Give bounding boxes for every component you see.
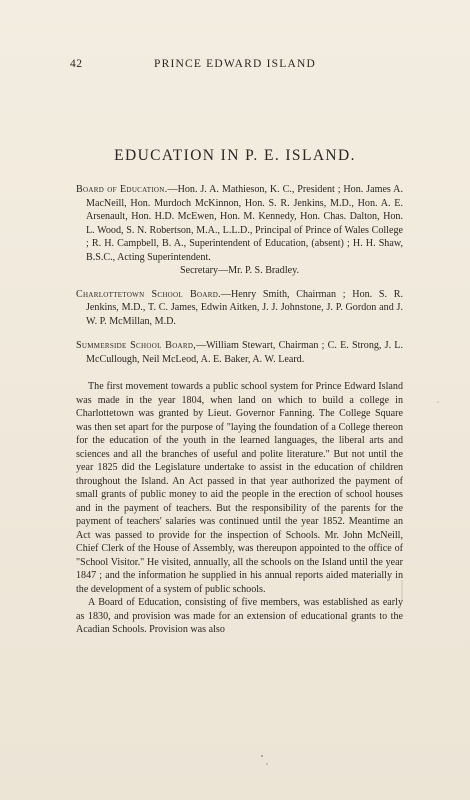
- page-number: 42: [70, 58, 83, 70]
- section-heading: EDUCATION IN P. E. ISLAND.: [114, 147, 356, 164]
- board-name: Charlottetown School Board.: [76, 288, 221, 300]
- summerside-board-entry: [76, 339, 403, 366]
- board-members: —Hon. J. A. Mathieson, K. C., President ; Hon. James A. MacNeill, Hon. Murdoch McKinnon, Hon. S. R. Jenkins, M.D., Hon. A. E. Arsenault, Hon. H.D. McEwen, Hon. M. Kennedy, Hon. Chas. Dalton, Hon. L. Wood, S. N. Robertson, M.A., L.L.D., Principal of Prince of Wales College ; R. H. Campbell, B. A., Superintendent of Education, (absent) ; H. H. Shaw, B.S.C., Acting Superintendent.: [86, 184, 403, 263]
- history-paragraph: A Board of Education, consisting of five members, was established as early as 1830, and provision was made for an extension of educational grants to the Acadian Schools. Provision was also: [76, 597, 403, 635]
- board-of-education-entry: [76, 183, 403, 264]
- board-members: —Henry Smith, Chairman ; Hon. S. R. Jenkins, M.D., T. C. James, Edwin Aitken, J. J. Johnstone, J. P. Gordon and J. W. P. McMillan, M.D.: [86, 288, 403, 327]
- board-name: Summerside School Board,: [76, 340, 197, 351]
- board-members: —William Stewart, Chairman ; C. E. Strong, J. L. McCullough, Neil McLeod, A. E. Baker, A. W. Leard.: [86, 340, 403, 365]
- charlottetown-board-entry: [76, 288, 403, 329]
- secretary-line: Secretary—Mr. P. S. Bradley.: [179, 265, 300, 276]
- board-name: Board of Education.: [76, 184, 168, 195]
- running-title: PRINCE EDWARD ISLAND: [154, 58, 316, 70]
- page-body: [76, 183, 403, 637]
- running-head: [70, 58, 400, 74]
- history-paragraph: The first movement towards a public school system for Prince Edward Island was made in the year 1804, when land on which to build a college in Charlottetown was granted by Lieut. Governor Fanning. The College Square was then set apart for the purpose of "laying the foundation of a College thereon for the education of the youth in the learned languages, the liberal arts and sciences and all the branches of useful and polite literature." But not until the year 1825 did the Legislature undertake to assist in the education of children throughout the Island. An Act passed in that year authorized the payment of small grants of public money to aid the people in the erection of school houses and in the payment of teachers. But the responsibility of the parents for the payment of teachers' salaries was continued until the year 1852. Meantime an Act was passed to provide for the inspection of Schools. Mr. John McNeill, Chief Clerk of the House of Assembly, was thereupon appointed to the office of "School Visitor." He visited, annually, all the schools on the Island until the year 1847 ; and the information he supplied in his annual reports aided materially in the development of a system of public schools.: [76, 381, 403, 595]
